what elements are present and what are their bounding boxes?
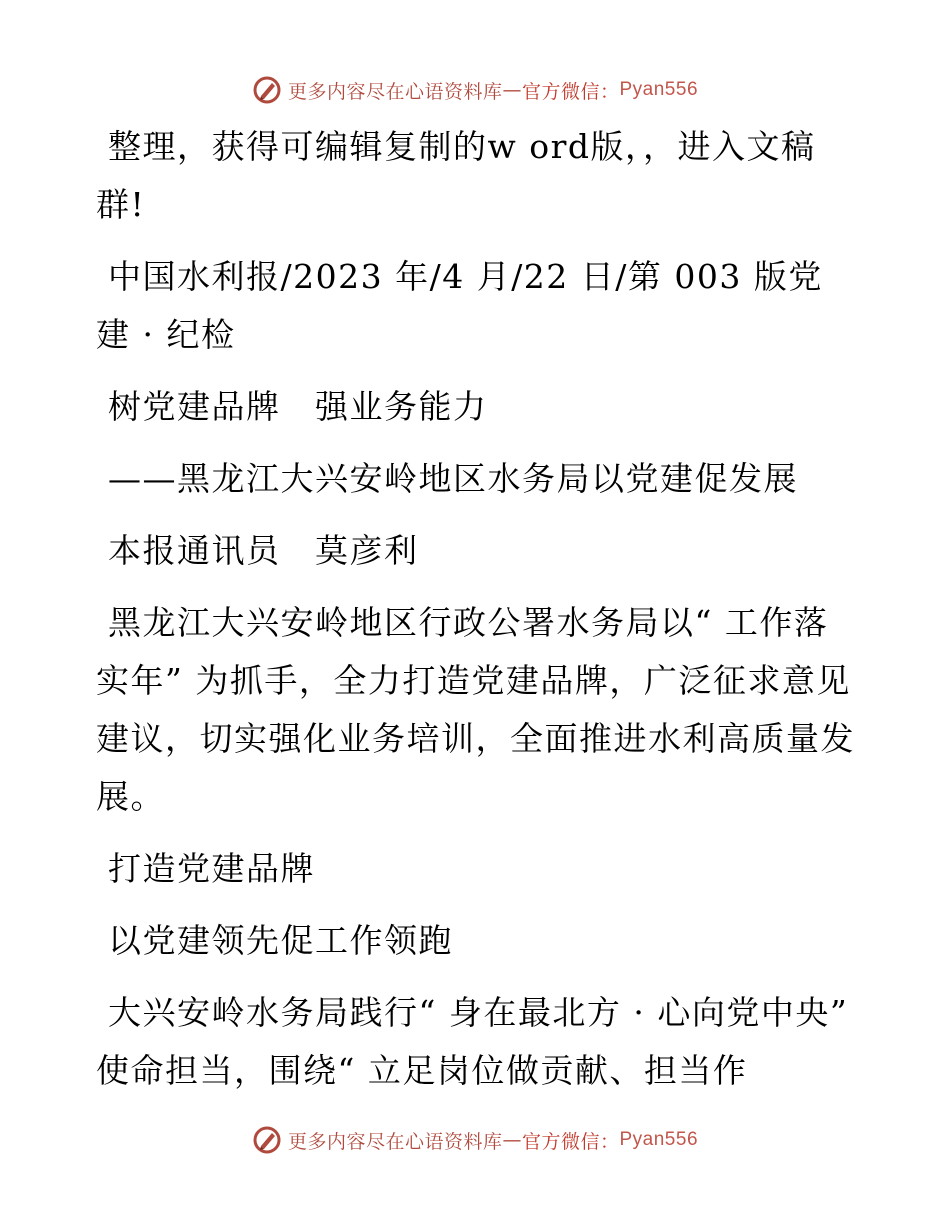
watermark-footer — [0, 1122, 950, 1158]
paragraph-source: 中国水利报/2023 年/4 月/22 日/第 003 版党建 · 纪检 — [96, 257, 823, 354]
watermark-wechat-id: Pyan556 — [619, 1129, 699, 1150]
pen-logo-icon — [252, 75, 282, 105]
section-subheading: 以党建领先促工作领跑 — [108, 921, 453, 960]
watermark-header — [0, 72, 950, 108]
watermark-wechat-label: 官方微信： — [521, 80, 620, 103]
watermark-text: 更多内容尽在心语资料库 — [287, 1130, 503, 1153]
paragraph-body: 大兴安岭水务局践行“ 身在最北方 · 心向党中央” 使命担当，围绕“ 立足岗位做贡献、担当作 — [96, 993, 849, 1090]
article-title: 树党建品牌 强业务能力 — [108, 387, 488, 426]
watermark-wechat-id: Pyan556 — [619, 79, 699, 100]
watermark-separator: — — [502, 79, 522, 101]
article-byline: 本报通讯员 莫彦利 — [108, 531, 419, 570]
watermark-separator: — — [502, 1129, 522, 1151]
section-heading: 打造党建品牌 — [108, 849, 315, 888]
document-body — [96, 118, 856, 1114]
watermark-text: 更多内容尽在心语资料库 — [287, 80, 503, 103]
pen-logo-icon — [252, 1125, 282, 1155]
article-subtitle: ——黑龙江大兴安岭地区水务局以党建促发展 — [108, 459, 798, 498]
watermark-wechat-label: 官方微信： — [521, 1130, 620, 1153]
paragraph-lead: 黑龙江大兴安岭地区行政公署水务局以“ 工作落实年” 为抓手，全力打造党建品牌，广泛征求意见建议，切实强化业务培训，全面推进水利高质量发展。 — [96, 603, 855, 816]
paragraph-intro: 整理，获得可编辑复制的w ord版，，进入文稿群! — [96, 127, 816, 224]
